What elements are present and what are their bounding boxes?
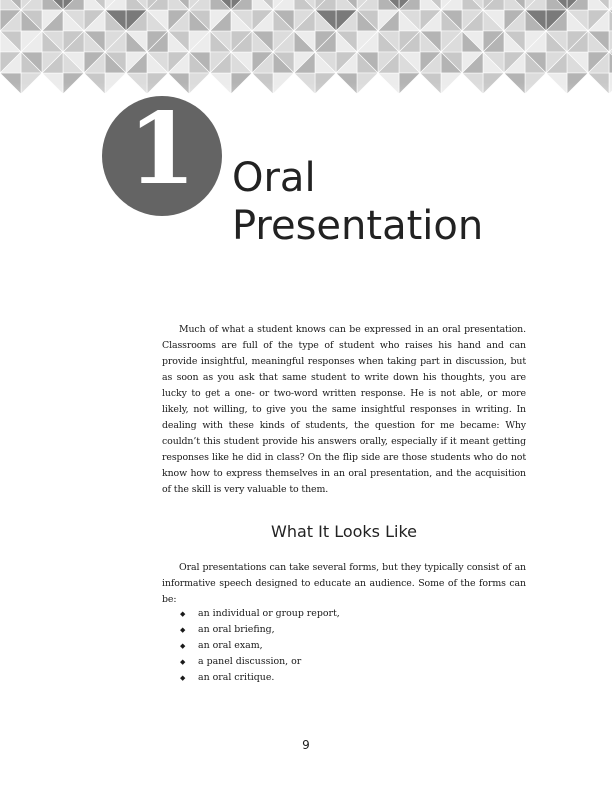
intro-paragraph: Much of what a student knows can be expressed in an oral presentation. Classrooms are full of the type of student who raises his hand and can provide insightful, meaningful responses when taking part in discussion, but as soon as you ask that same student to write down his thoughts, you are lucky to get a one- or two-word written response. He is not able, or more likely, not willing, to give you the same insightful responses in writing. In dealing with these kinds of students, the question for me became: Why couldn’t this student provide his answers orally, especially if it meant getting responses like he did in class? On the flip side are those students who do not know how to express themselves in an oral presentation, and the acquisition of the skill is very valuable to them. — [162, 324, 526, 495]
list-item-text: an oral briefing, — [198, 624, 275, 635]
list-item-text: an individual or group report, — [198, 608, 340, 619]
list-item — [180, 638, 340, 654]
chapter-number: 1 — [127, 92, 197, 207]
chapter-title-line-1: Oral — [232, 155, 316, 201]
list-item-text: an oral critique. — [198, 672, 275, 683]
list-item — [180, 654, 340, 670]
list-item — [180, 622, 340, 638]
chapter-title — [232, 154, 483, 250]
diamond-bullet-icon: ◆ — [180, 626, 186, 634]
list-item — [180, 606, 340, 622]
banner-fade-overlay — [0, 0, 612, 150]
chapter-title-line-2: Presentation — [232, 203, 484, 249]
decorative-diamond-banner — [0, 0, 612, 150]
section-heading: What It Looks Like — [271, 522, 417, 541]
forms-list — [180, 606, 340, 686]
diamond-bullet-icon: ◆ — [180, 658, 186, 666]
list-item — [180, 670, 340, 686]
diamond-bullet-icon: ◆ — [180, 674, 186, 682]
list-item-text: an oral exam, — [198, 640, 263, 651]
diamond-bullet-icon: ◆ — [180, 642, 186, 650]
section-paragraph: Oral presentations can take several forms, but they typically consist of an informative speech designed to educate an audience. Some of the forms can be: — [162, 562, 526, 605]
list-item-text: a panel discussion, or — [198, 656, 302, 667]
diamond-bullet-icon: ◆ — [180, 610, 186, 618]
page-number: 9 — [302, 738, 310, 752]
